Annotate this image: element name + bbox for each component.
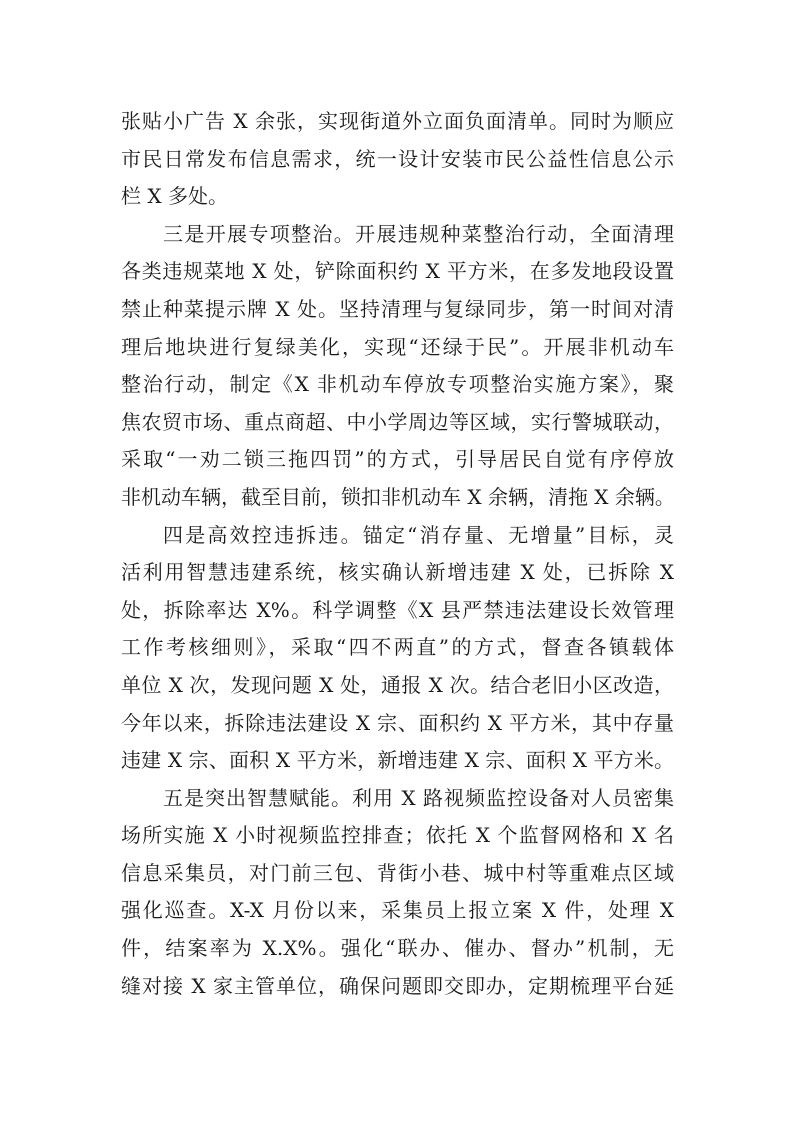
text-line: 张贴小广告 X 余张，实现街道外立面负面清单。同时为顺应 xyxy=(121,109,674,133)
paragraph-five-smart-empowerment xyxy=(121,780,674,1006)
text-line: 采取“一劝二锁三拖四罚”的方式，引导居民自觉有序停放 xyxy=(121,447,674,472)
text-line: 整治行动，制定《X 非机动车停放专项整治实施方案》，聚 xyxy=(121,372,674,397)
text-line: 今年以来，拆除违法建设 X 宗、面积约 X 平方米，其中存量 xyxy=(121,710,674,735)
text-line: 违建 X 宗、面积 X 平方米，新增违建 X 宗、面积 X 平方米。 xyxy=(121,748,674,773)
text-line: 缝对接 X 家主管单位，确保问题即交即办，定期梳理平台延 xyxy=(121,973,674,998)
text-line: 强化巡查。X-X 月份以来，采集员上报立案 X 件，处理 X xyxy=(121,898,674,923)
text-line: 活利用智慧违建系统，核实确认新增违建 X 处，已拆除 X xyxy=(121,560,674,585)
text-line: 件，结案率为 X.X%。强化“联办、催办、督办”机制，无 xyxy=(121,936,674,961)
text-line: 场所实施 X 小时视频监控排查；依托 X 个监督网格和 X 名 xyxy=(121,823,674,848)
text-line: 工作考核细则》，采取“四不两直”的方式，督查各镇载体 xyxy=(121,635,674,660)
document-body xyxy=(121,103,674,1005)
text-line: 四是高效控违拆违。锚定“消存量、无增量”目标，灵 xyxy=(163,522,674,547)
paragraph-continued xyxy=(121,103,674,216)
text-line: 栏 X 多处。 xyxy=(121,184,228,209)
text-line: 各类违规菜地 X 处，铲除面积约 X 平方米，在多发地段设置 xyxy=(121,259,674,284)
paragraph-four-illegal-construction xyxy=(121,517,674,780)
text-line: 市民日常发布信息需求，统一设计安装市民公益性信息公示 xyxy=(121,146,674,171)
text-line: 焦农贸市场、重点商超、中小学周边等区域，实行警城联动， xyxy=(121,409,674,434)
text-line: 三是开展专项整治。开展违规种菜整治行动，全面清理 xyxy=(163,221,674,246)
text-line: 处，拆除率达 X%。科学调整《X 县严禁违法建设长效管理 xyxy=(121,597,674,622)
text-line: 理后地块进行复绿美化，实现“还绿于民”。开展非机动车 xyxy=(121,334,674,359)
text-line: 信息采集员，对门前三包、背街小巷、城中村等重难点区域 xyxy=(121,860,674,885)
paragraph-three-special-rectification xyxy=(121,216,674,517)
text-line: 禁止种菜提示牌 X 处。坚持清理与复绿同步，第一时间对清 xyxy=(121,296,674,321)
text-line: 五是突出智慧赋能。利用 X 路视频监控设备对人员密集 xyxy=(163,785,674,810)
text-line: 单位 X 次，发现问题 X 处，通报 X 次。结合老旧小区改造， xyxy=(121,672,674,697)
text-line: 非机动车辆，截至目前，锁扣非机动车 X 余辆，清拖 X 余辆。 xyxy=(121,484,675,509)
